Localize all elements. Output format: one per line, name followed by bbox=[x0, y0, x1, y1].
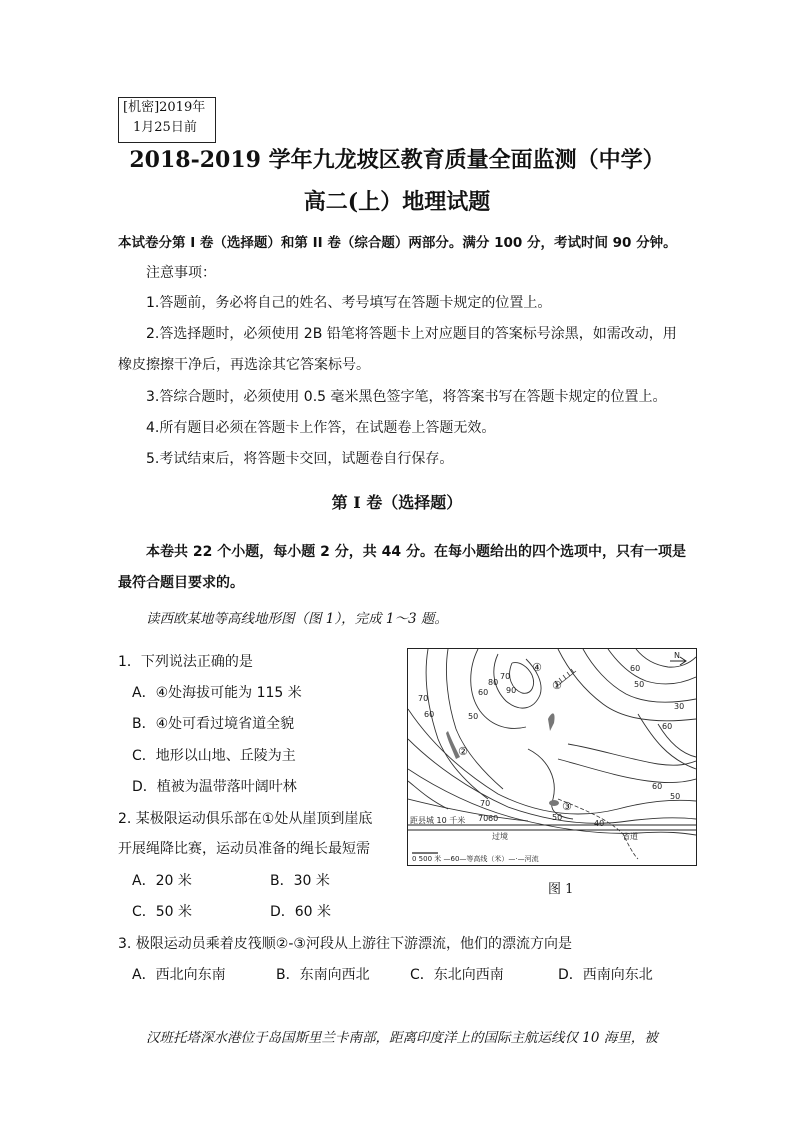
question-3-option-c[interactable]: C．东北向西南 bbox=[410, 967, 504, 983]
contour-label: 60 bbox=[652, 782, 663, 791]
notice-item-2: 2.答选择题时，必须使用 2B 铅笔将答题卡上对应题目的答案标号涂黑，如需改动，用 bbox=[146, 326, 677, 342]
point-1-marker: ① bbox=[552, 679, 562, 692]
confidential-mark bbox=[118, 97, 216, 143]
question-2-option-c[interactable]: C．50 米 bbox=[132, 904, 193, 920]
section-desc-line2: 最符合题目要求的。 bbox=[118, 575, 244, 591]
contour-map-figure bbox=[407, 648, 697, 866]
contour-label: 60 bbox=[662, 722, 673, 731]
read-instruction: 读西欧某地等高线地形图（图 1），完成 1～3 题。 bbox=[146, 611, 448, 627]
point-3-marker: ③ bbox=[562, 800, 572, 813]
contour-label: 60 bbox=[424, 710, 435, 719]
road-text-2: 省道 bbox=[622, 832, 638, 841]
question-3-option-d[interactable]: D．西南向东北 bbox=[558, 967, 653, 983]
question-2-stem-line2: 开展绳降比赛，运动员准备的绳长最短需 bbox=[118, 841, 370, 857]
contour-label: 60 bbox=[488, 814, 499, 823]
road-text: 过境 bbox=[492, 832, 508, 841]
contour-label: 70 bbox=[500, 672, 511, 681]
north-arrow-label: N bbox=[674, 651, 680, 660]
question-1-option-a[interactable]: A．④处海拔可能为 115 米 bbox=[132, 685, 302, 701]
passage-start: 汉班托塔深水港位于岛国斯里兰卡南部，距离印度洋上的国际主航运线仅 10 海里，被 bbox=[146, 1030, 658, 1046]
notice-item-4: 4.所有题目必须在答题卡上作答，在试题卷上答题无效。 bbox=[146, 420, 496, 436]
contour-label: 50 bbox=[634, 680, 645, 689]
question-2-option-d[interactable]: D．60 米 bbox=[270, 904, 332, 920]
confidential-line1: [机密]2019年 bbox=[123, 100, 206, 115]
contour-label: 80 bbox=[488, 678, 499, 687]
contour-label: 50 bbox=[552, 813, 563, 822]
section-desc-line1: 本卷共 22 个小题，每小题 2 分，共 44 分。在每小题给出的四个选项中，只有一项是 bbox=[146, 544, 686, 560]
question-1-option-d[interactable]: D．植被为温带落叶阔叶林 bbox=[132, 779, 297, 795]
exam-subtitle: 高二(上）地理试题 bbox=[303, 189, 491, 215]
exam-title: 2018-2019 学年九龙坡区教育质量全面监测（中学） bbox=[129, 147, 665, 173]
contour-label: 70 bbox=[480, 799, 491, 808]
notice-item-1: 1.答题前，务必将自己的姓名、考号填写在答题卡规定的位置上。 bbox=[146, 295, 552, 311]
contour-label: 70 bbox=[418, 694, 429, 703]
section-title: 第 I 卷（选择题） bbox=[331, 493, 463, 512]
question-3-option-a[interactable]: A．西北向东南 bbox=[132, 967, 226, 983]
question-2-stem-line1: 2. 某极限运动俱乐部在①处从崖顶到崖底 bbox=[118, 811, 373, 827]
contour-map bbox=[408, 649, 696, 865]
point-4-marker: ④ bbox=[532, 661, 542, 674]
contour-label: 70 bbox=[478, 814, 489, 823]
map-legend: 0 500 米 —60—等高线（米）—·—河流 bbox=[412, 855, 539, 863]
question-1-option-c[interactable]: C．地形以山地、丘陵为主 bbox=[132, 748, 296, 764]
contour-label: 90 bbox=[506, 686, 517, 695]
question-1-option-b[interactable]: B．④处可看过境省道全貌 bbox=[132, 716, 295, 732]
contour-label: 60 bbox=[478, 688, 489, 697]
question-3-option-b[interactable]: B．东南向西北 bbox=[276, 967, 370, 983]
road-label: 距县城 10 千米 bbox=[410, 816, 466, 825]
contour-label: 60 bbox=[630, 664, 641, 673]
question-2-option-a[interactable]: A．20 米 bbox=[132, 873, 192, 889]
figure-caption: 图 1 bbox=[548, 882, 574, 897]
question-2-option-b[interactable]: B．30 米 bbox=[270, 873, 330, 889]
contour-label: 50 bbox=[468, 712, 479, 721]
notice-item-5: 5.考试结束后，将答题卡交回，试题卷自行保存。 bbox=[146, 451, 454, 467]
notice-item-2-cont: 橡皮擦擦干净后，再选涂其它答案标号。 bbox=[118, 357, 370, 373]
notice-heading: 注意事项： bbox=[146, 265, 216, 281]
question-1-stem: 1．下列说法正确的是 bbox=[118, 654, 253, 670]
contour-label: 50 bbox=[670, 792, 681, 801]
point-2-marker: ② bbox=[458, 745, 468, 758]
notice-item-3: 3.答综合题时，必须使用 0.5 毫米黑色签字笔，将答案书写在答题卡规定的位置上。 bbox=[146, 389, 667, 405]
exam-intro: 本试卷分第 I 卷（选择题）和第 II 卷（综合题）两部分。满分 100 分，考试时间 90 分钟。 bbox=[118, 235, 677, 251]
contour-label: 40 bbox=[594, 819, 605, 828]
question-3-stem: 3. 极限运动员乘着皮筏顺②-③河段从上游往下游漂流，他们的漂流方向是 bbox=[118, 936, 572, 952]
confidential-line2: 1月25日前 bbox=[133, 120, 197, 135]
contour-label: 30 bbox=[674, 702, 685, 711]
